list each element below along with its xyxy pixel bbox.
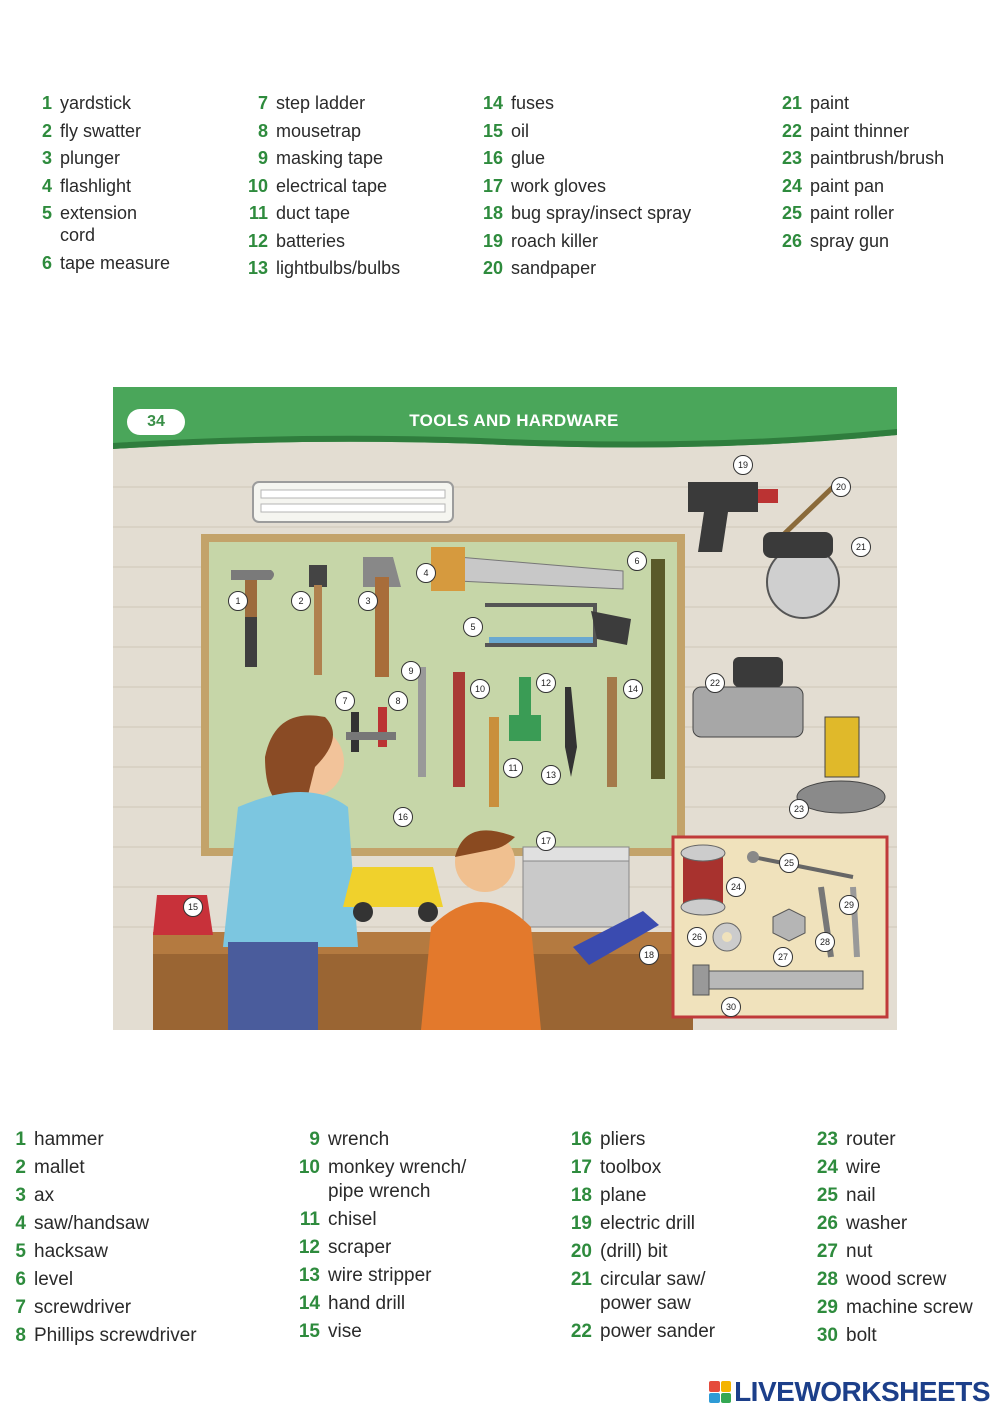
callout-30: 30 (721, 997, 741, 1017)
item-word: vise (328, 1321, 362, 1342)
item-number: 1 (41, 93, 52, 113)
item-number: 21 (781, 93, 802, 113)
callout-13: 13 (541, 765, 561, 785)
list-item (816, 1156, 998, 1180)
list-item (816, 1240, 998, 1264)
list-item (481, 257, 761, 279)
item-word: duct tape (276, 203, 351, 223)
bottom-list-column-3 (570, 1128, 800, 1348)
list-item (298, 1156, 538, 1204)
item-word: oil (511, 120, 530, 141)
item-number: 15 (298, 1321, 320, 1342)
list-item (481, 92, 761, 114)
callout-29: 29 (839, 895, 859, 915)
callout-23: 23 (789, 799, 809, 819)
list-item (816, 1184, 998, 1208)
list-item (780, 120, 990, 142)
item-number: 5 (15, 1241, 26, 1262)
callout-7: 7 (335, 691, 355, 711)
item-number: 24 (816, 1157, 838, 1178)
item-word: masking tape (276, 148, 384, 168)
list-item (816, 1212, 998, 1236)
level-drawing (651, 559, 665, 779)
item-word: wrench (328, 1129, 390, 1150)
item-number: 23 (816, 1129, 838, 1150)
item-word: wood screw (846, 1269, 947, 1290)
item-number: 25 (781, 203, 802, 223)
item-word: sandpaper (511, 258, 597, 278)
list-item (4, 1156, 264, 1180)
toy-car-drawing (343, 867, 443, 907)
liveworksheets-logo-icon (709, 1381, 731, 1403)
item-number: 6 (15, 1269, 26, 1290)
item-word: batteries (276, 230, 346, 251)
item-number: 18 (570, 1185, 592, 1206)
list-item (246, 230, 466, 252)
item-number: 20 (570, 1241, 592, 1262)
item-word: hand drill (328, 1293, 406, 1314)
fluorescent-light (253, 482, 453, 522)
phillips-screwdriver-drawing (378, 707, 387, 747)
item-word: power sander (600, 1321, 716, 1342)
list-item (780, 175, 990, 197)
item-word: Phillips screwdriver (34, 1325, 197, 1346)
list-item (246, 147, 466, 169)
item-word: hacksaw (34, 1241, 108, 1262)
item-number: 24 (781, 175, 802, 196)
list-item (30, 147, 230, 169)
item-number: 8 (257, 120, 268, 141)
callout-18: 18 (639, 945, 659, 965)
item-word: paint (810, 93, 850, 113)
callout-22: 22 (705, 673, 725, 693)
item-number: 11 (299, 1209, 320, 1230)
item-number: 15 (482, 120, 503, 141)
item-word: glue (511, 148, 546, 168)
list-item (30, 175, 230, 197)
bottom-list-column-4 (816, 1128, 998, 1352)
list-item (4, 1324, 264, 1348)
list-item (570, 1212, 800, 1236)
callout-4: 4 (416, 563, 436, 583)
item-number: 9 (309, 1129, 320, 1150)
item-number: 17 (570, 1157, 592, 1178)
item-number: 20 (482, 258, 503, 278)
list-item (246, 92, 466, 114)
item-number: 21 (570, 1269, 592, 1290)
item-number: 16 (482, 148, 503, 168)
item-word: paint thinner (810, 120, 910, 141)
item-word: monkey wrench/ pipe wrench (328, 1157, 467, 1202)
item-word: (drill) bit (600, 1241, 668, 1262)
list-item (4, 1268, 264, 1292)
item-number: 14 (482, 93, 503, 113)
callout-19: 19 (733, 455, 753, 475)
item-number: 3 (41, 148, 52, 168)
list-item (481, 147, 761, 169)
item-number: 19 (482, 230, 503, 251)
item-number: 7 (257, 93, 268, 113)
item-word: wire stripper (328, 1265, 432, 1286)
callout-11: 11 (503, 758, 523, 778)
list-item (298, 1320, 538, 1344)
item-number: 17 (482, 175, 503, 196)
callout-10: 10 (470, 679, 490, 699)
list-item (570, 1240, 800, 1264)
item-number: 18 (482, 203, 503, 223)
item-word: toolbox (600, 1157, 662, 1178)
item-word: ax (34, 1185, 55, 1206)
item-number: 12 (247, 230, 268, 251)
item-number: 7 (15, 1297, 26, 1318)
page-number: 34 (127, 409, 185, 435)
item-word: work gloves (511, 175, 607, 196)
item-number: 8 (15, 1325, 26, 1346)
item-number: 19 (570, 1213, 592, 1234)
list-item (570, 1320, 800, 1344)
item-word: pliers (600, 1129, 646, 1150)
list-item (30, 92, 230, 114)
list-item (298, 1292, 538, 1316)
item-number: 14 (298, 1293, 320, 1314)
list-item (30, 252, 230, 274)
item-word: mousetrap (276, 120, 362, 141)
title-text: TOOLS AND HARDWARE (409, 411, 619, 430)
callout-20: 20 (831, 477, 851, 497)
list-item (816, 1324, 998, 1348)
pipe-wrench-drawing (453, 672, 465, 787)
list-item (780, 202, 990, 224)
list-item (780, 92, 990, 114)
workshop-scene (113, 387, 897, 1030)
callout-8: 8 (388, 691, 408, 711)
item-word: yardstick (60, 93, 132, 113)
circular-saw-drawing (763, 532, 839, 618)
item-word: electric drill (600, 1213, 696, 1234)
item-number: 23 (781, 148, 802, 168)
item-number: 26 (781, 230, 802, 251)
item-number: 22 (570, 1321, 592, 1342)
item-word: paintbrush/brush (810, 148, 945, 168)
item-number: 4 (41, 175, 52, 196)
wire-spool-drawing (681, 845, 725, 915)
top-list-column-3 (481, 92, 761, 285)
list-item (4, 1128, 264, 1152)
item-word: roach killer (511, 230, 599, 251)
item-number: 13 (298, 1265, 320, 1286)
item-number: 2 (15, 1157, 26, 1178)
list-item (246, 257, 466, 279)
liveworksheets-brand (709, 1376, 990, 1408)
list-item (4, 1240, 264, 1264)
item-number: 1 (15, 1129, 26, 1150)
item-word: circular saw/ power saw (600, 1269, 706, 1314)
item-number: 16 (570, 1129, 592, 1150)
callout-25: 25 (779, 853, 799, 873)
list-item (570, 1268, 800, 1316)
list-item (246, 202, 466, 224)
item-number: 22 (781, 120, 802, 141)
item-word: washer (846, 1213, 908, 1234)
item-number: 27 (816, 1241, 838, 1262)
list-item (570, 1128, 800, 1152)
item-number: 11 (248, 203, 268, 223)
item-number: 10 (298, 1157, 320, 1178)
item-word: saw/handsaw (34, 1213, 150, 1234)
illustration-title (113, 411, 897, 431)
item-number: 4 (15, 1213, 26, 1234)
vise-drawing (153, 895, 213, 935)
list-item (481, 230, 761, 252)
item-word: chisel (328, 1209, 377, 1230)
callout-14: 14 (623, 679, 643, 699)
list-item (481, 120, 761, 142)
item-word: step ladder (276, 93, 366, 113)
item-number: 30 (816, 1325, 838, 1346)
list-item (246, 120, 466, 142)
list-item (246, 175, 466, 197)
hand-drill-drawing (607, 677, 617, 787)
callout-17: 17 (536, 831, 556, 851)
item-word: lightbulbs/bulbs (276, 258, 401, 278)
item-word: plane (600, 1185, 647, 1206)
list-item (816, 1296, 998, 1320)
callout-16: 16 (393, 807, 413, 827)
callout-27: 27 (773, 947, 793, 967)
item-word: electrical tape (276, 175, 388, 196)
item-word: bug spray/insect spray (511, 203, 692, 223)
item-word: hammer (34, 1129, 104, 1150)
item-word: nut (846, 1241, 873, 1262)
item-word: screwdriver (34, 1297, 132, 1318)
list-item (816, 1268, 998, 1292)
top-list-column-2 (246, 92, 466, 285)
list-item (481, 175, 761, 197)
item-number: 29 (816, 1297, 838, 1318)
list-item (298, 1264, 538, 1288)
item-number: 9 (257, 148, 268, 168)
chisel-drawing (489, 717, 499, 807)
item-word: router (846, 1129, 896, 1150)
item-word: spray gun (810, 230, 890, 251)
tools-illustration (113, 387, 897, 1030)
list-item (30, 120, 230, 142)
bolt-drawing (703, 971, 863, 989)
callout-2: 2 (291, 591, 311, 611)
item-word: nail (846, 1185, 876, 1206)
callout-5: 5 (463, 617, 483, 637)
callout-26: 26 (687, 927, 707, 947)
item-number: 26 (816, 1213, 838, 1234)
item-word: extension cord (60, 203, 138, 245)
list-item (570, 1156, 800, 1180)
list-item (780, 230, 990, 252)
callout-9: 9 (401, 661, 421, 681)
callout-6: 6 (627, 551, 647, 571)
top-list-column-4 (780, 92, 990, 257)
callout-21: 21 (851, 537, 871, 557)
callout-28: 28 (815, 932, 835, 952)
callout-24: 24 (726, 877, 746, 897)
item-number: 6 (41, 252, 52, 273)
item-word: bolt (846, 1325, 877, 1346)
item-word: mallet (34, 1157, 85, 1178)
item-number: 28 (816, 1269, 838, 1290)
item-word: flashlight (60, 175, 132, 196)
list-item (298, 1236, 538, 1260)
list-item (30, 202, 230, 246)
callout-12: 12 (536, 673, 556, 693)
item-number: 3 (15, 1185, 26, 1206)
item-number: 2 (41, 120, 52, 141)
item-word: wire (846, 1157, 881, 1178)
bottom-list-column-1 (4, 1128, 264, 1352)
item-word: machine screw (846, 1297, 973, 1318)
list-item (570, 1184, 800, 1208)
callout-15: 15 (183, 897, 203, 917)
item-number: 5 (41, 203, 52, 223)
top-list-column-1 (30, 92, 230, 279)
toolbox-drawing (523, 857, 629, 927)
list-item (298, 1128, 538, 1152)
item-number: 12 (298, 1237, 320, 1258)
wrench-drawing (418, 667, 426, 777)
list-item (4, 1184, 264, 1208)
brand-name: LIVEWORKSHEETS (734, 1376, 990, 1407)
item-number: 10 (247, 175, 268, 196)
item-number: 13 (247, 258, 268, 278)
item-word: level (34, 1269, 74, 1290)
item-word: tape measure (60, 252, 171, 273)
list-item (816, 1128, 998, 1152)
item-word: paint pan (810, 175, 885, 196)
list-item (481, 202, 761, 224)
callout-3: 3 (358, 591, 378, 611)
list-item (4, 1296, 264, 1320)
item-word: scraper (328, 1237, 392, 1258)
item-number: 25 (816, 1185, 838, 1206)
list-item (4, 1212, 264, 1236)
list-item (780, 147, 990, 169)
item-word: fuses (511, 93, 555, 113)
item-word: paint roller (810, 203, 895, 223)
bottom-list-column-2 (298, 1128, 538, 1348)
list-item (298, 1208, 538, 1232)
item-word: fly swatter (60, 120, 142, 141)
item-word: plunger (60, 148, 121, 168)
callout-1: 1 (228, 591, 248, 611)
